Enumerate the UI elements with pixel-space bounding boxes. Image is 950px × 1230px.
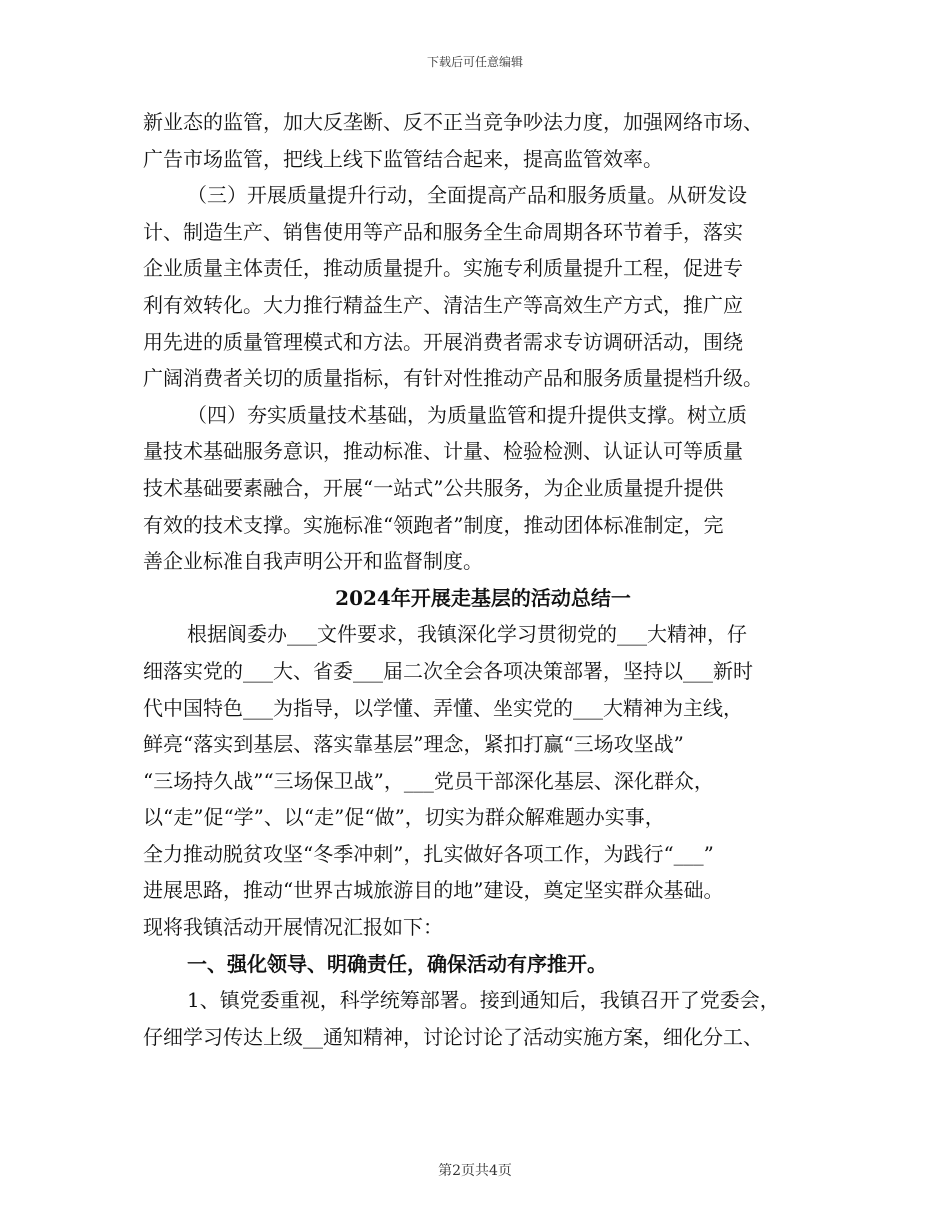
- body-line: “三场持久战”“三场保卫战”，___党员干部深化基层、深化群众，: [143, 768, 714, 793]
- subsection-heading: 一、强化领导、明确责任，确保活动有序推开。: [187, 951, 607, 976]
- body-line: 全力推动脱贫攻坚“冬季冲刺”，扎实做好各项工作，为践行“___”: [143, 841, 714, 866]
- body-line: 利有效转化。大力推行精益生产、清洁生产等高效生产方式，推广应: [143, 292, 743, 317]
- document-body: [143, 104, 823, 1055]
- body-line: 量技术基础服务意识，推动标准、计量、检验检测、认证认可等质量: [143, 439, 743, 464]
- paragraph-start-line: （三）开展质量提升行动，全面提高产品和服务质量。从研发设: [187, 183, 747, 208]
- body-line: 用先进的质量管理模式和方法。开展消费者需求专访调研活动，围绕: [143, 329, 743, 354]
- body-line: 广告市场监管，把线上线下监管结合起来，提高监管效率。: [143, 146, 663, 171]
- body-line: 有效的技术支撑。实施标准“领跑者”制度，推动团体标准制定，完: [143, 512, 724, 537]
- body-line: 进展思路，推动“世界古城旅游目的地”建设，奠定坚实群众基础。: [143, 878, 724, 903]
- section-title: 2024年开展走基层的活动总结一: [335, 585, 631, 610]
- body-line: 细落实党的___大、省委___届二次全会各项决策部署，坚持以___新时: [143, 658, 753, 683]
- paragraph-start-line: （四）夯实质量技术基础，为质量监管和提升提供支撑。树立质: [187, 402, 747, 427]
- body-line: 广阔消费者关切的质量指标，有针对性推动产品和服务质量提档升级。: [143, 366, 763, 391]
- body-line: 鲜亮“落实到基层、落实靠基层”理念，紧扣打赢“三场攻坚战”: [143, 732, 684, 757]
- body-line: 新业态的监管，加大反垄断、反不正当竞争吵法力度，加强网络市场、: [143, 110, 763, 134]
- body-line: 企业质量主体责任，推动质量提升。实施专利质量提升工程，促进专: [143, 256, 743, 281]
- body-line: 代中国特色___为指导，以学懂、弄懂、坐实党的___大精神为主线，: [143, 695, 743, 720]
- body-line: 以“走”促“学”、以“走”促“做”，切实为群众解难题办实事，: [143, 805, 665, 830]
- body-line: 善企业标准自我声明公开和监督制度。: [143, 549, 483, 574]
- body-line: 计、制造生产、销售使用等产品和服务全生命周期各环节着手，落实: [143, 219, 743, 244]
- paragraph-start-line: 1、镇党委重视，科学统筹部署。接到通知后，我镇召开了党委会，: [187, 988, 780, 1013]
- body-line: 现将我镇活动开展情况汇报如下：: [143, 915, 443, 940]
- page-number: 第2页共4页: [438, 1163, 512, 1179]
- body-line: 技术基础要素融合，开展“一站式”公共服务，为企业质量提升提供: [143, 475, 724, 500]
- page-header-note: 下载后可任意编辑: [426, 55, 523, 69]
- paragraph-start-line: 根据阆委办___文件要求，我镇深化学习贯彻党的___大精神，仔: [187, 622, 747, 647]
- body-line: 仔细学习传达上级__通知精神，讨论讨论了活动实施方案，细化分工、: [143, 1024, 763, 1049]
